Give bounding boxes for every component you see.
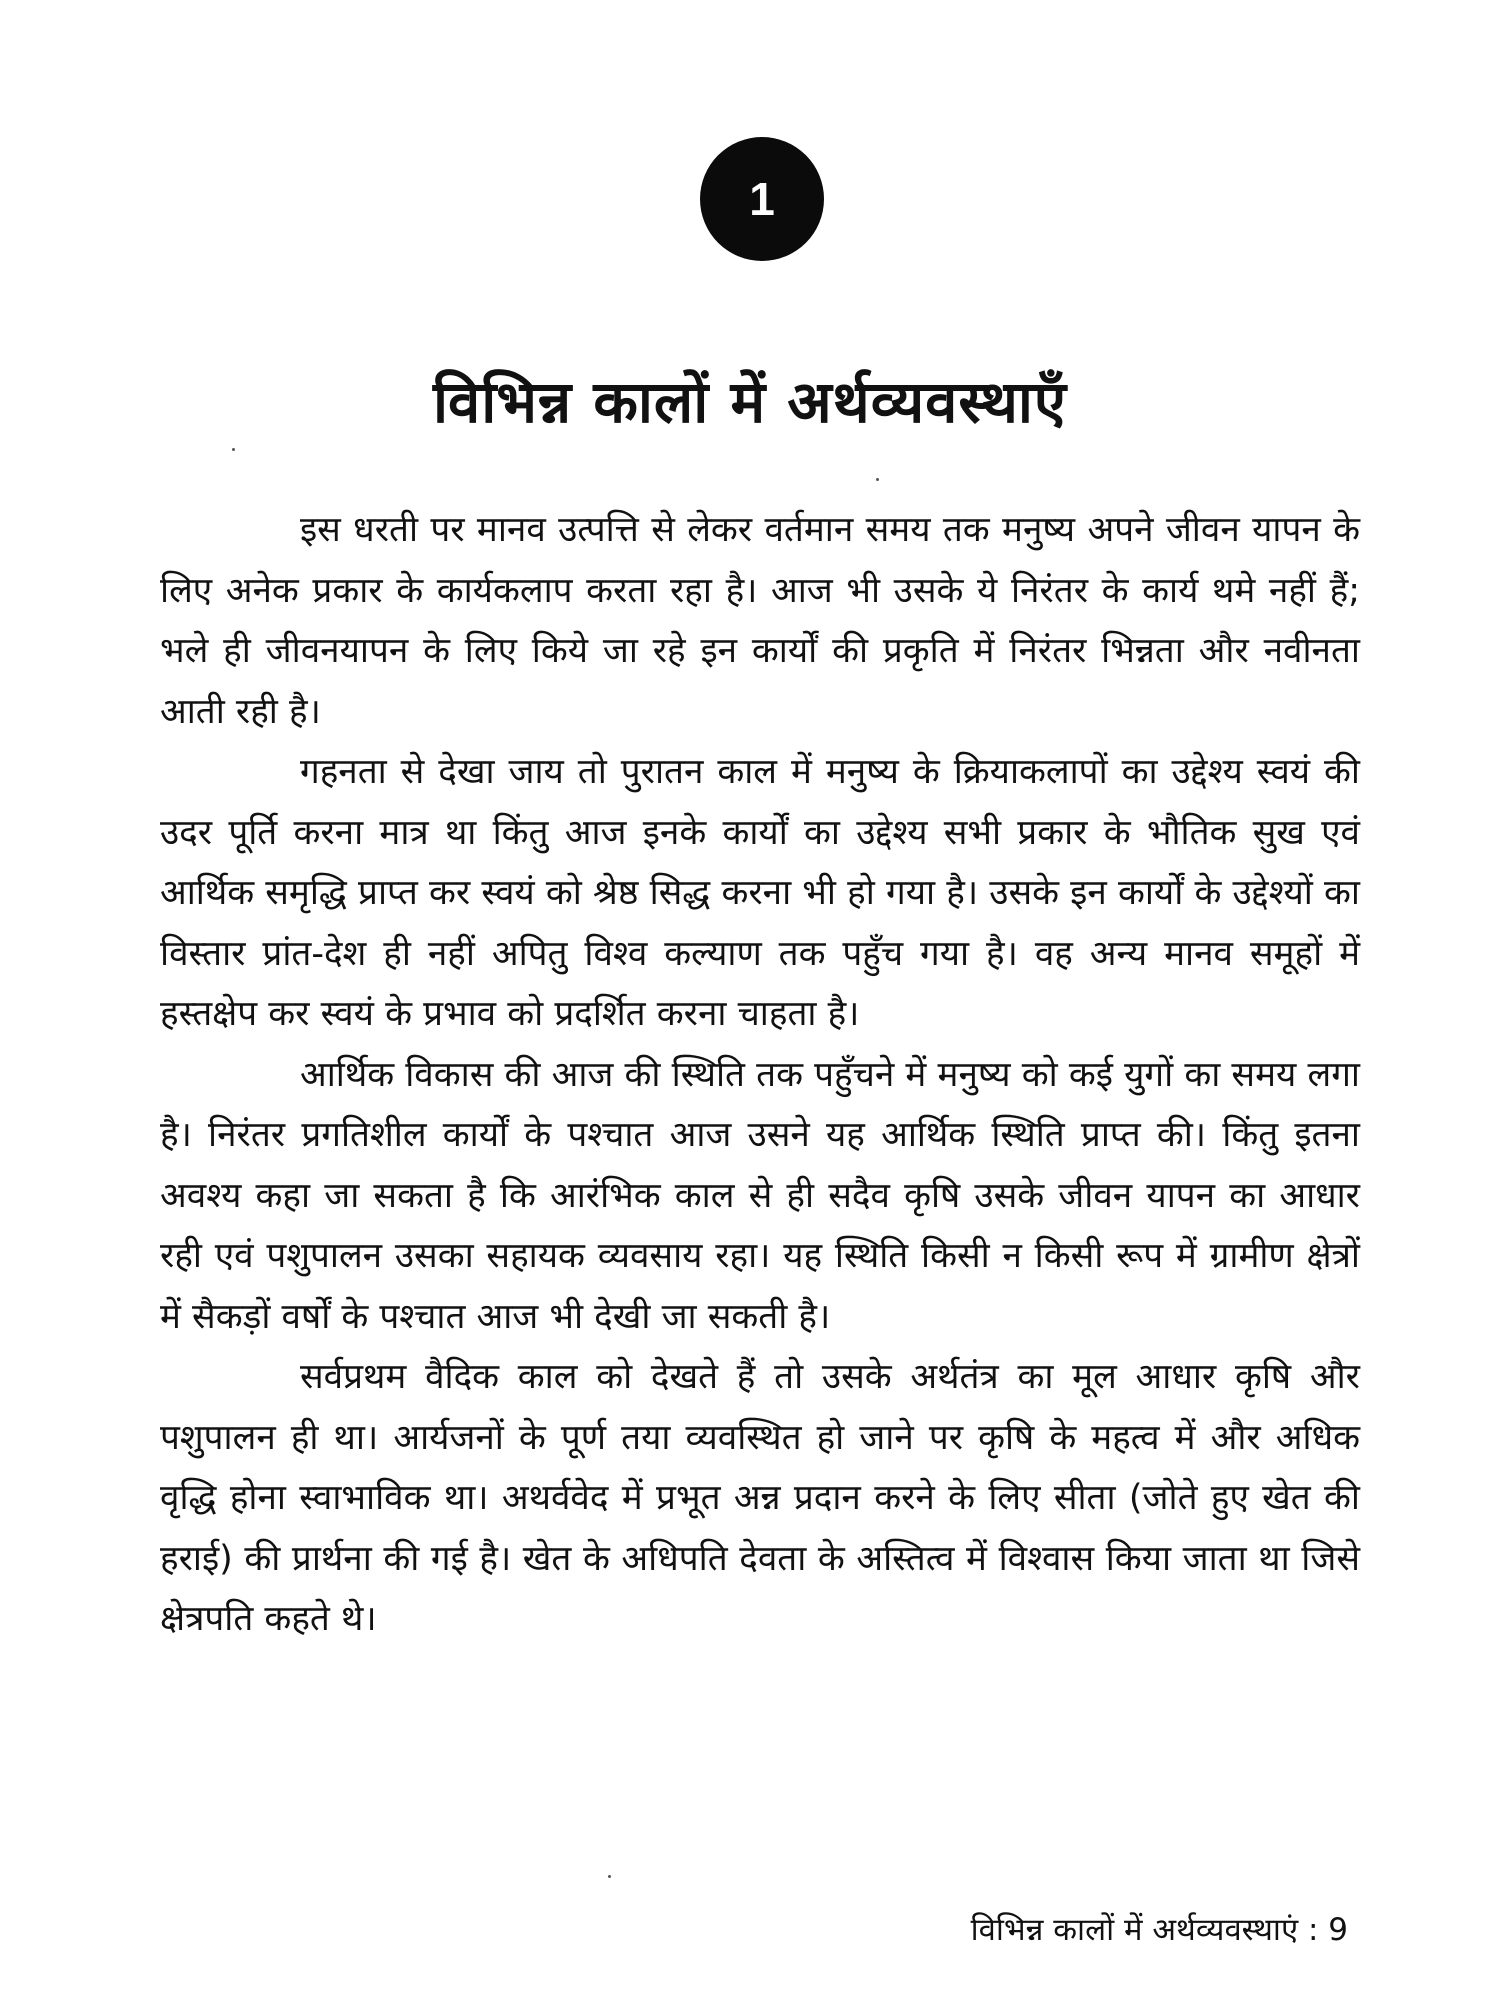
print-speck	[876, 478, 879, 481]
page-number: : 9	[1307, 1912, 1348, 1948]
paragraph: गहनता से देखा जाय तो पुरातन काल में मनुष्य के क्रियाकलापों का उद्देश्य स्वयं की उदर पूर्ति करना मात्र था किंतु आज इनके कार्यों का उद्देश्य सभी प्रकार के भौतिक सुख एवं आर्थिक समृद्धि प्राप्त कर स्वयं को श्रेष्ठ सिद्ध करना भी हो गया है। उसके इन कार्यों के उद्देश्यों का विस्तार प्रांत-देश ही नहीं अपितु विश्व कल्याण तक पहुँच गया है। वह अन्य मानव समूहों में हस्तक्षेप कर स्वयं के प्रभाव को प्रदर्शित करना चाहता है।	[160, 752, 1360, 1034]
print-speck	[232, 448, 235, 451]
chapter-title: विभिन्न कालों में अर्थव्यवस्थाएँ	[433, 368, 1067, 436]
chapter-body	[160, 500, 1360, 1650]
chapter-number-badge	[700, 137, 824, 261]
paragraph: आर्थिक विकास की आज की स्थिति तक पहुँचने में मनुष्य को कई युगों का समय लगा है। निरंतर प्रगतिशील कार्यों के पश्चात आज उसने यह आर्थिक स्थिति प्राप्त की। किंतु इतना अवश्य कहा जा सकता है कि आरंभिक काल से ही सदैव कृषि उसके जीवन यापन का आधार रही एवं पशुपालन उसका सहायक व्यवसाय रहा। यह स्थिति किसी न किसी रूप में ग्रामीण क्षेत्रों में सैकड़ों वर्षों के पश्चात आज भी देखी जा सकती है।	[160, 1054, 1360, 1337]
chapter-number: 1	[749, 173, 775, 225]
paragraph: इस धरती पर मानव उत्पत्ति से लेकर वर्तमान समय तक मनुष्य अपने जीवन यापन के लिए अनेक प्रकार के कार्यकलाप करता रहा है। आज भी उसके ये निरंतर के कार्य थमे नहीं हैं; भले ही जीवनयापन के लिए किये जा रहे इन कार्यों की प्रकृति में निरंतर भिन्नता और नवीनता आती रही है।	[160, 510, 1360, 732]
paragraph: सर्वप्रथम वैदिक काल को देखते हैं तो उसके अर्थतंत्र का मूल आधार कृषि और पशुपालन ही था। आर्यजनों के पूर्ण तया व्यवस्थित हो जाने पर कृषि के महत्व में और अधिक वृद्धि होना स्वाभाविक था। अथर्ववेद में प्रभूत अन्न प्रदान करने के लिए सीता (जोते हुए खेत की हराई) की प्रार्थना की गई है। खेत के अधिपति देवता के अस्तित्व में विश्वास किया जाता था जिसे क्षेत्रपति कहते थे।	[160, 1357, 1360, 1639]
page-footer	[971, 1908, 1348, 1950]
print-speck	[608, 1875, 611, 1878]
running-title: विभिन्न कालों में अर्थव्यवस्थाएं	[970, 1912, 1299, 1948]
